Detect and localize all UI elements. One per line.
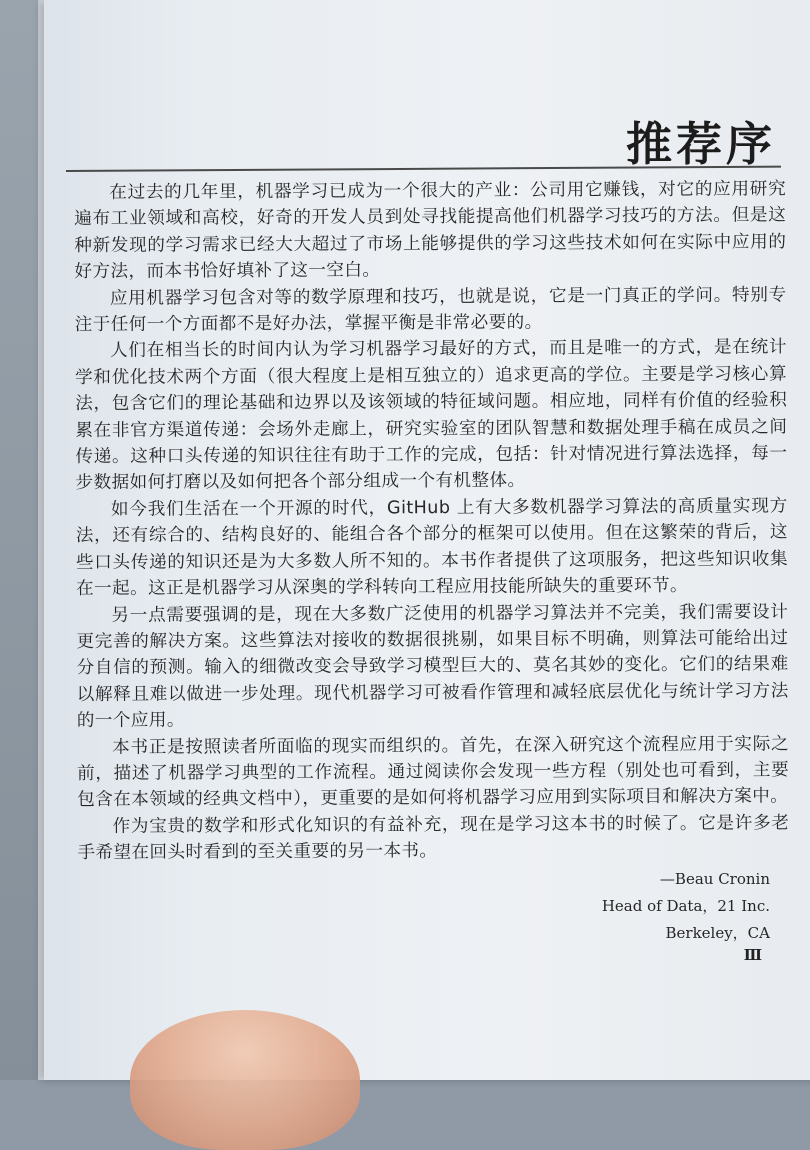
signature-location: Berkeley，CA bbox=[665, 924, 770, 942]
paragraph: 如今我们生活在一个开源的时代，GitHub 上有大多数机器学习算法的高质量实现方法，还有综合的、结构良好的、能组合各个部分的框架可以使用。但在这繁荣的背后，这些口头传递的知识还是为大多数人所不知的。本书作者提供了这项服务，把这些知识收集在一起。这正是机器学习从深奥的学科转向工程应用技能所缺失的重要环节。 bbox=[75, 496, 789, 600]
paragraph: 本书正是按照读者所面临的现实而组织的。首先，在深入研究这个流程应用于实际之前，描述了机器学习典型的工作流程。通过阅读你会发现一些方程（别处也可看到，主要包含在本领域的经典文档中），更重要的是如何将机器学习应用到实际项目和解决方案中。 bbox=[77, 733, 790, 811]
paragraph: 另一点需要强调的是，现在大多数广泛使用的机器学习算法并不完美，我们需要设计更完善的解决方案。这些算法对接收的数据很挑剔，如果目标不明确，则算法可能给出过分自信的预测。输入的细微改变会导致学习模型巨大的、莫名其妙的变化。它们的结果难以解释且难以做进一步处理。现代机器学习可被看作管理和减轻底层优化与统计学习方法的一个应用。 bbox=[76, 601, 789, 732]
paragraph: 作为宝贵的数学和形式化知识的有益补充，现在是学习这本书的时候了。它是许多老手希望在回头时看到的至关重要的另一本书。 bbox=[77, 813, 790, 864]
paragraph: 应用机器学习包含对等的数学原理和技巧，也就是说，它是一门真正的学问。特别专注于任何一个方面都不是好办法，掌握平衡是非常必要的。 bbox=[74, 284, 787, 336]
signature-name: —Beau Cronin bbox=[659, 870, 770, 888]
page-title: 推荐序 bbox=[626, 117, 776, 171]
signature-block bbox=[602, 866, 770, 947]
foreword-body bbox=[74, 176, 790, 866]
thumb-finger bbox=[130, 1010, 360, 1150]
paragraph: 在过去的几年里，机器学习已成为一个很大的产业：公司用它赚钱，对它的应用研究遍布工业领域和高校，好奇的开发人员到处寻找能提高他们机器学习技巧的方法。但是这种新发现的学习需求已经大大超过了市场上能够提供的学习这些技术如何在实际中应用的好方法，而本书恰好填补了这一空白。 bbox=[74, 179, 787, 283]
page-number: Ⅲ bbox=[743, 946, 762, 964]
paragraph: 人们在相当长的时间内认为学习机器学习最好的方式，而且是唯一的方式，是在统计学和优化技术两个方面（很大程度上是相互独立的）追求更高的学位。主要是学习核心算法，包含它们的理论基础和边界以及该领域的特征域问题。相应地，同样有价值的经验积累在非官方渠道传递：会场外走廊上，研究实验室的团队智慧和数据处理手稿在成员之间传递。这种口头传递的知识往往有助于工作的完成，包括：针对情况进行算法选择，每一步数据如何打磨以及如何把各个部分组成一个有机整体。 bbox=[74, 337, 788, 494]
signature-position: Head of Data，21 Inc. bbox=[601, 897, 770, 915]
